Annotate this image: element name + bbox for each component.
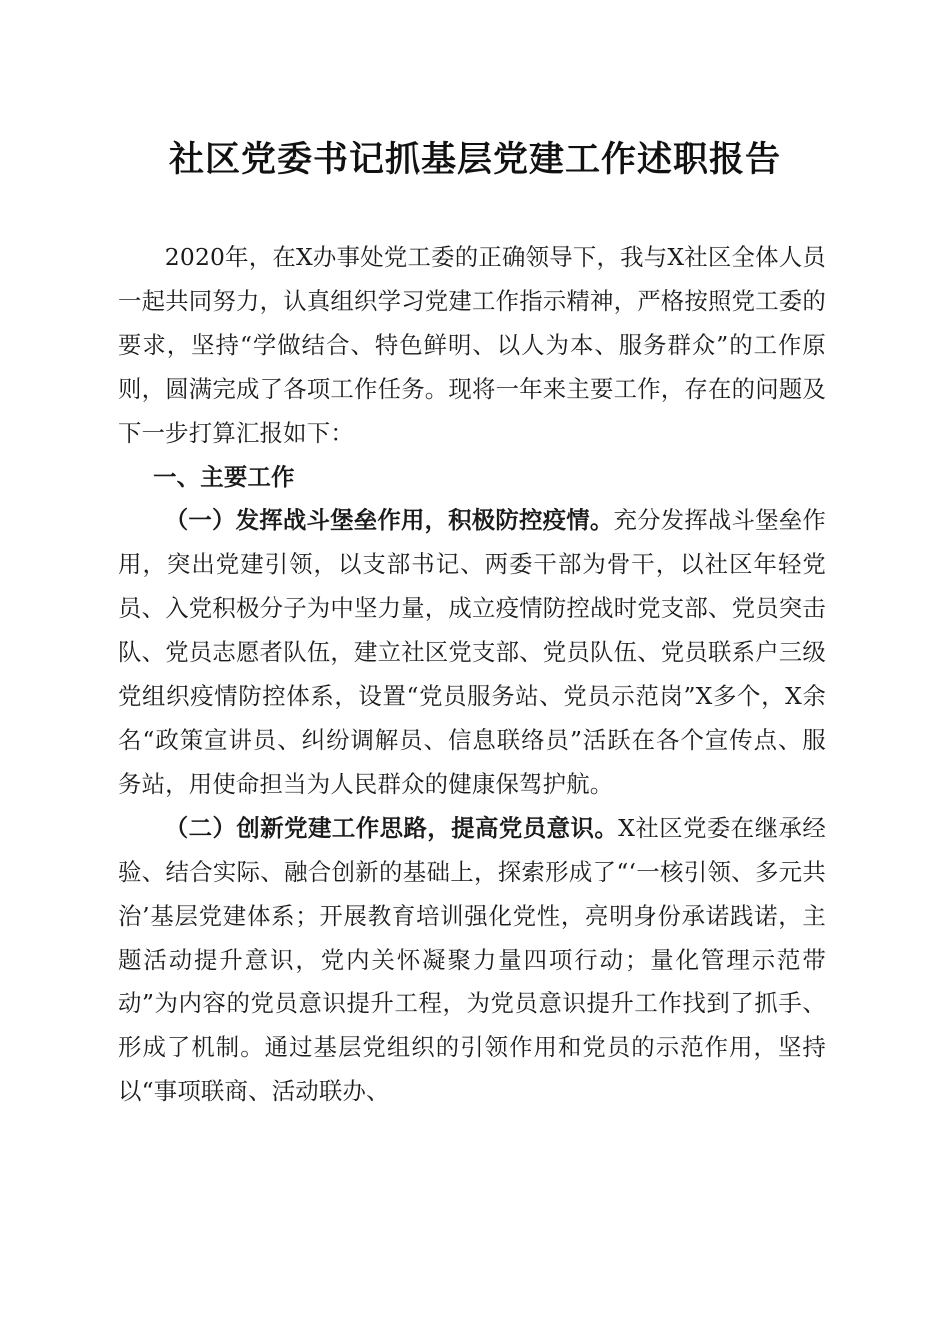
paragraph-item-1 bbox=[118, 499, 826, 806]
document-body bbox=[118, 236, 826, 1114]
item-2-lead: （二）创新党建工作思路，提高党员意识。 bbox=[164, 813, 619, 842]
page-title: 社区党委书记抓基层党建工作述职报告 bbox=[168, 139, 781, 180]
paragraph-item-2 bbox=[118, 807, 826, 1114]
item-1-lead: （一）发挥战斗堡垒作用，积极防控疫情。 bbox=[164, 506, 614, 535]
item-2-text: X社区党委在继承经验、结合实际、融合创新的基础上，探索形成了“‘一核引领、多元共治’基层党建体系；开展教育培训强化党性，亮明身份承诺践诺，主题活动提升意识，党内关怀凝聚力量四项行动；量化管理示范带动”为内容的党员意识提升工程，为党员意识提升工作找到了抓手、形成了机制。通过基层党组织的引领作用和党员的示范作用，坚持以“事项联商、活动联办、 bbox=[118, 813, 826, 1106]
intro-paragraph: 2020年，在X办事处党工委的正确领导下，我与X社区全体人员一起共同努力，认真组织学习党建工作指示精神，严格按照党工委的要求，坚持“学做结合、特色鲜明、以人为本、服务群众”的工作原则，圆满完成了各项工作任务。现将一年来主要工作，存在的问题及下一步打算汇报如下： bbox=[118, 243, 826, 447]
item-1-text: 充分发挥战斗堡垒作用，突出党建引领，以支部书记、两委干部为骨干，以社区年轻党员、入党积极分子为中坚力量，成立疫情防控战时党支部、党员突击队、党员志愿者队伍，建立社区党支部、党员队伍、党员联系户三级党组织疫情防控体系，设置“党员服务站、党员示范岗”X多个，X余名“政策宣讲员、纠纷调解员、信息联络员”活跃在各个宣传点、服务站，用使命担当为人民群众的健康保驾护航。 bbox=[118, 506, 826, 798]
section-heading: 一、主要工作 bbox=[153, 462, 295, 491]
